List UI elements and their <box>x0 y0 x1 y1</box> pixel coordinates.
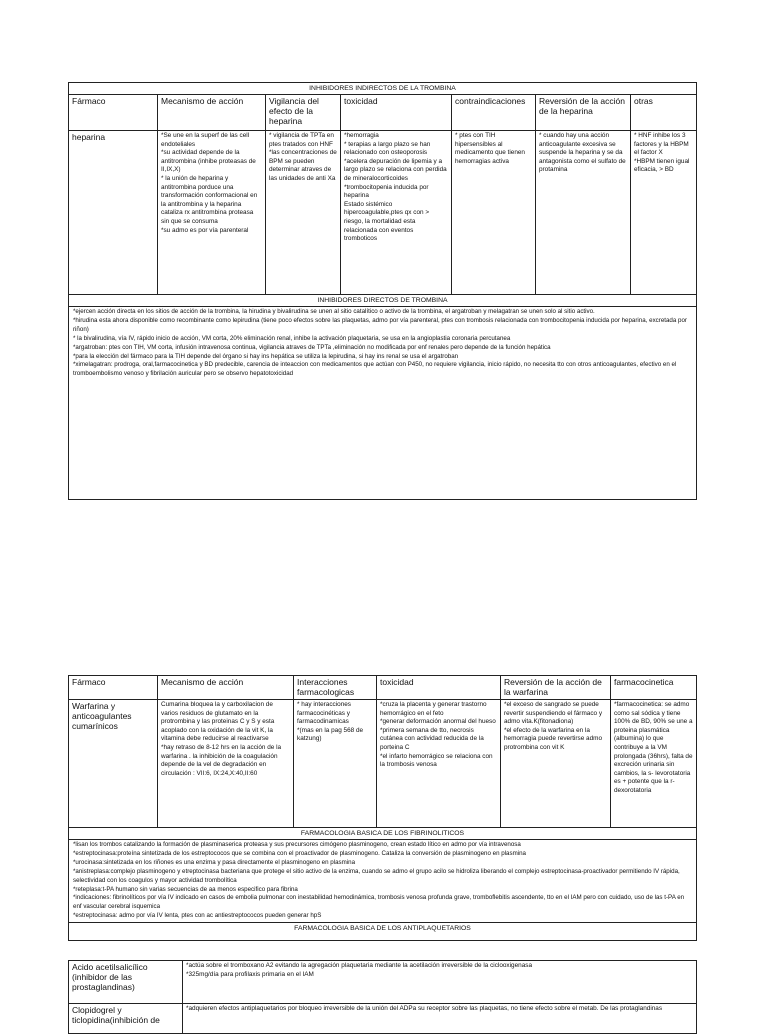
body-line: *ejercen acción directa en los sitios de acción de la trombina, la hirudina y bivalirudina se unen al sitio catalítico o activo de la trombina, el argatroban y melagatran se unen solo al sitio activo. <box>73 308 595 315</box>
body-line: *para la elección del fármaco para la TIH depende del órgano si hay ins hepática se utiliza la lepirudina, si hay ins renal se usa el argatroban <box>73 352 459 360</box>
toxicity-line: *acelera depuración de lipemia y a largo plazo se relaciona con perdida de mineralocorticoides <box>344 157 447 182</box>
section-title: INHIBIDORES DIRECTOS DE TROMBINA <box>69 295 697 307</box>
other-cell <box>631 131 697 295</box>
section-title: FARMACOLOGIA BASICA DE LOS ANTIPLAQUETARIOS <box>69 923 697 941</box>
reversal-cell <box>536 131 631 295</box>
reversal-line: * cuando hay una acción anticoagulante excesiva se suspende la heparina y se da antagonista como el sulfato de protamina <box>539 132 626 174</box>
column-header: Fármaco <box>69 95 158 131</box>
drug-name: Clopidogrel y ticlopidina(inhibición de <box>69 1004 183 1034</box>
column-header: toxicidad <box>341 95 452 131</box>
monitoring-line: *las concentraciones de BPM se pueden determinar atraves de las unidades de anti Xa <box>269 149 337 182</box>
column-header: Interacciones farmacologicas <box>294 676 377 700</box>
body-line: *estreptocinasa:proteína sintetizada de los estreptococos que se combina con el proactivador de plasminogeno. Cataliza la conversión de plasminogeno en plasmina <box>73 849 526 857</box>
toxicity-line: *el infarto hemorrágico se relaciona con la trombosis venosa <box>380 752 493 769</box>
toxicity-line: *primera semana de tto, necrosis cutánea con actividad reducida de la porteina C <box>380 726 484 751</box>
antiplatelet-table <box>68 960 697 1034</box>
contraindications-cell <box>452 131 536 295</box>
other-line: *HBPM tienen igual eficacia, > BD <box>634 157 690 174</box>
toxicity-line: Estado sistémico hipercoagulable,ptes qx con > riesgo, la mortalidad esta relacionada con eventos tromboticos <box>344 200 430 243</box>
column-header: Mecanismo de acción <box>158 95 266 131</box>
warfarin-table <box>68 675 697 941</box>
mechanism-line: *su admo es por vía parenteral <box>161 226 249 234</box>
body-line: *hirudina esta ahora disponible como recombinante como lepirudina (tiene poco efectos sobre las plaquetas, admo por vía parenteral, ptes con trombosis relacionada con trombocitopenia inducida por heparina, excretada por riñon) <box>73 316 687 333</box>
toxicity-line: * terapias a largo plazo se han relacionado con osteoporosis <box>344 140 431 157</box>
other-line: * HNF inhibe los 3 factores y la HBPM el factor X <box>634 132 689 157</box>
monitoring-cell <box>266 131 341 295</box>
body-line: * la bivalirudina, vía IV, rápido inicio de acción, VM corta, 20% eliminación renal, inhibe la activación plaquetaria, se usa en la angioplastia coronaria percutanea <box>73 334 511 342</box>
column-header: Reversión de la acción de la heparina <box>536 95 631 131</box>
column-header: Fármaco <box>69 676 158 700</box>
column-header: Reversión de la acción de la warfarina <box>501 676 611 700</box>
mechanism-line: Cumarina bloquea la y carboxilacion de varios residuos de glutamato en la protrombina y las proteinas C y S y esta acoplado con la oxidación de la vit K, la vitamina debe reducirse al reactivarse <box>161 701 275 743</box>
reversal-line: *el exceso de sangrado se puede revertir suspendiendo el fármaco y admo vita.K(fitonadiona) <box>504 701 603 726</box>
interactions-line: *(mas en la pag 568 de katzung) <box>297 726 364 743</box>
column-header: otras <box>631 95 697 131</box>
section-body <box>69 840 697 923</box>
toxicity-line: *hemorragia <box>344 132 379 139</box>
mechanism-cell <box>158 700 294 828</box>
reversal-line: *el efecto de la warfarina en la hemorragia puede revertirse admo protrombina con vit K <box>504 726 603 751</box>
body-line: *estreptocinasa: admo por vía IV lenta, ptes con ac antiestreptococos pueden generar hpS <box>73 912 322 920</box>
section-title: FARMACOLOGIA BASICA DE LOS FIBRINOLITICOS <box>69 828 697 840</box>
monitoring-line: * vigilancia de TPTa en ptes tratados con HNF <box>269 132 334 148</box>
interactions-line: * hay interacciones farmacocinéticas y farmacodinamicas <box>297 701 351 726</box>
body-line: *lisan los trombos catalizando la formación de plasminaserica proteasa y sus precursores cimógeno plasminogeno, crean estado lítico en admo por vía intravenosa <box>73 841 521 848</box>
mechanism-cell <box>158 131 266 295</box>
pharmacokinetics-cell <box>611 700 697 828</box>
mechanism-line: *Se une en la superf de las cell endoteliales <box>161 132 250 148</box>
mechanism-line: *su actividad depende de la antitrombina (inhibe proteasas de II,IX,X) <box>161 149 256 174</box>
drug-description <box>183 961 697 1004</box>
description-line: *325mg/día para profilaxis primaria en el IAM <box>186 970 314 978</box>
description-line: *actúa sobre el tromboxano A2 evitando la agregación plaquetaria mediante la acetilación irreversible de la ciclooxigenasa <box>186 962 533 969</box>
column-header: contraindicaciones <box>452 95 536 131</box>
column-header: Vigilancia del efecto de la heparina <box>266 95 341 131</box>
heparin-table <box>68 82 697 500</box>
body-line: *indicaciones: fibrinolíticos por vía IV indicado en casos de embolia pulmonar con inestabilidad hemodinámica, trombosis venosa profunda grave, tromboflebitis ascendente, tto en el IAM pero con cuidado, uso de las t-PA en enf vascular cerebral isquemica <box>73 894 685 911</box>
body-line: *argatroban: ptes con TIH, VM corta, infusión intravenosa continua, vigilancia atraves de TPTa ,eliminación no modificada por enf renales pero depende de la función hepática <box>73 343 551 351</box>
body-line: *urocinasa:sintetizada en los riñones es una enzima y pasa directamente el plasminogeno en plasmina <box>73 858 356 866</box>
drug-description <box>183 1004 697 1034</box>
contraindication-line: * ptes con TIH hipersensibles al medicamento que tienen hemorragias activa <box>455 132 525 165</box>
toxicity-cell <box>341 131 452 295</box>
body-line: *reteplasa:t-PA humano sin varias secuencias de aa menos especifico para fibrina <box>73 885 298 893</box>
interactions-cell <box>294 700 377 828</box>
column-header: farmacocinetica <box>611 676 697 700</box>
mechanism-line: * la unión de heparina y antitrombina porduce una transformación conformacional en la antitrombina y la heparina cataliza rx antitrombina proteasa sin que se consuma <box>161 174 258 225</box>
drug-name: Warfarina y anticoagulantes cumarínicos <box>69 700 158 828</box>
toxicity-line: *cruza la placenta y generar trastorno hemorrágico en el feto <box>380 701 487 717</box>
column-header: toxicidad <box>377 676 501 700</box>
toxicity-line: *generar deformación anormal del hueso <box>380 718 496 726</box>
body-line: *anistreplasa:complejo plasminogeno y etreptocinasa bacteriana que protege el sitio activo de la enzima, cuando se admo el grupo acilo se hidroliza liberando el complejo estreptocinasa-proactivador permitiendo IV rápida, selectividad con los coagulos y mayor actividad trombolítica <box>73 867 680 884</box>
column-header: Mecanismo de acción <box>158 676 294 700</box>
drug-name: Acido acetilsalicílico (inhibidor de las prostaglandinas) <box>69 961 183 1004</box>
toxicity-cell <box>377 700 501 828</box>
description-line: *adquieren efectos antiplaquetarios por bloqueo irreversible de la unión del ADPa su receptor sobre las plaquetas, no tiene efecto sobre el metab. De las protaglandinas <box>186 1005 663 1012</box>
pharmacokinetics-line: *farmacocinetica: se admo como sal sódica y tiene 100% de BD, 90% se une a proteina plasmática (albumina) lo que contribuye a la VM prolongada (36hrs), falta de excreción urinaria sin cambios, la s- levorotatoria es + potente que la r-dexorotatoria <box>614 701 693 794</box>
toxicity-line: *trombocitopenia inducida por heparina <box>344 183 429 200</box>
section-body <box>69 307 697 500</box>
drug-name: heparina <box>69 131 158 295</box>
table-title: INHIBIDORES INDIRECTOS DE LA TROMBINA <box>69 83 697 95</box>
body-line: *ximelagatran: prodroga, oral,farmacocinetica y BD predecible, carencia de inteaccion con medicamentos que actúan con P450, no requiere vigilancia, inicio rápido, no necesita tto con otros anticoagulantes, efectivo en el tromboembolismo venoso y fibrilación auricular pero se observo hepatotoxicidad <box>73 361 677 378</box>
reversal-cell <box>501 700 611 828</box>
mechanism-line: *hay retraso de 8-12 hrs en la acción de la warfarina . la inhibición de la coagulación depende de la vel de degradación en circulación : VII:6, IX:24,X:40,II:60 <box>161 743 282 777</box>
